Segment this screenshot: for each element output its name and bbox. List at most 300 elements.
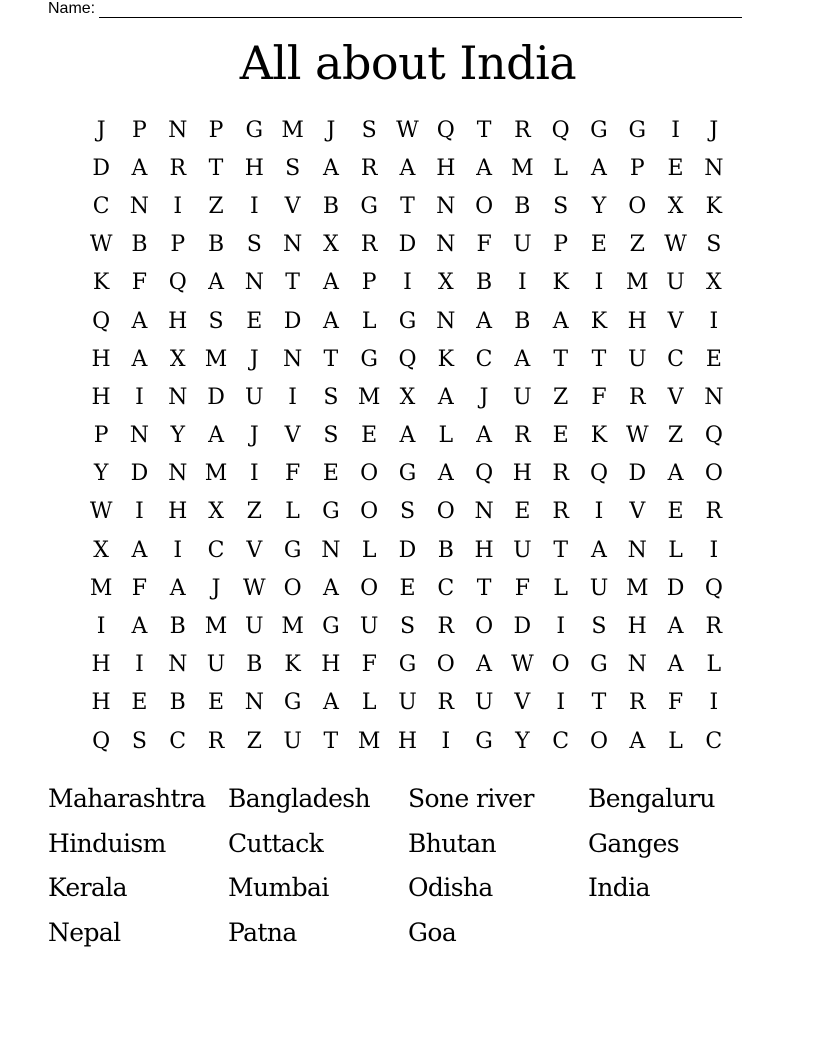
grid-letter: R (514, 117, 531, 143)
grid-letter: X (93, 537, 109, 563)
grid-letter: U (513, 537, 532, 563)
word-list-item: Goa (408, 917, 457, 947)
grid-letter: E (667, 155, 684, 181)
grid-letter: B (131, 232, 148, 258)
grid-letter: B (514, 308, 531, 334)
grid-letter: S (285, 155, 301, 181)
grid-letter: G (283, 690, 302, 716)
grid-letter: V (284, 423, 301, 449)
grid-letter: V (667, 384, 684, 410)
grid-letter: T (553, 346, 568, 372)
grid-letter: V (629, 499, 646, 525)
word-list-item: Hinduism (48, 828, 166, 858)
grid-letter: N (168, 652, 188, 678)
grid-letter: G (322, 499, 340, 525)
grid-letter: I (594, 499, 604, 525)
grid-letter: Z (629, 232, 645, 258)
grid-letter: J (326, 117, 336, 143)
grid-letter: S (361, 117, 377, 143)
grid-letter: M (625, 575, 649, 601)
grid-letter: C (207, 537, 225, 563)
grid-letter: Q (704, 423, 723, 449)
grid-letter: U (245, 384, 264, 410)
grid-letter: E (667, 499, 684, 525)
grid-letter: M (281, 614, 304, 640)
grid-letter: Z (246, 728, 262, 754)
grid-letter: H (168, 499, 188, 525)
grid-letter: I (135, 499, 144, 525)
grid-letter: A (591, 537, 607, 563)
grid-letter: T (323, 346, 339, 372)
grid-letter: N (627, 537, 647, 563)
grid-letter: H (91, 690, 111, 716)
grid-letter: K (705, 193, 723, 219)
grid-letter: H (168, 308, 188, 334)
grid-letter: R (360, 155, 378, 181)
word-list-item: Kerala (48, 873, 127, 903)
grid-letter: H (512, 461, 532, 487)
grid-letter: U (666, 270, 685, 296)
grid-letter: E (590, 232, 607, 258)
grid-letter: A (208, 270, 224, 296)
grid-letter: E (514, 499, 531, 525)
grid-letter: J (211, 575, 221, 601)
grid-letter: I (96, 614, 106, 640)
word-list-item: Bhutan (408, 828, 497, 858)
grid-letter: G (590, 652, 608, 678)
grid-letter: N (321, 537, 341, 563)
grid-letter: Q (92, 728, 111, 754)
grid-letter: J (96, 117, 106, 143)
grid-letter: H (321, 652, 341, 678)
grid-letter: S (323, 384, 339, 410)
grid-letter: E (207, 690, 225, 716)
grid-letter: E (246, 308, 263, 334)
grid-letter: C (667, 346, 684, 372)
grid-letter: I (135, 384, 144, 410)
grid-letter: R (552, 499, 569, 525)
word-list-item: India (588, 873, 650, 903)
grid-letter: N (436, 308, 456, 334)
grid-letter: L (668, 728, 683, 754)
grid-letter: R (705, 499, 723, 525)
grid-letter: V (246, 537, 263, 563)
grid-letter: I (709, 537, 719, 563)
grid-letter: H (91, 346, 111, 372)
grid-letter: F (591, 384, 607, 410)
grid-letter: O (436, 652, 455, 678)
grid-letter: A (476, 155, 493, 181)
grid-letter: N (282, 346, 303, 372)
grid-letter: W (511, 652, 534, 678)
grid-letter: G (322, 614, 340, 640)
grid-letter: B (476, 270, 493, 296)
grid-letter: D (130, 461, 149, 487)
grid-letter: O (589, 728, 608, 754)
grid-letter: I (249, 193, 259, 219)
grid-letter: N (436, 232, 456, 258)
grid-letter: P (208, 117, 224, 143)
grid-letter: F (131, 270, 148, 296)
grid-letter: W (243, 575, 266, 601)
word-list-item: Cuttack (228, 828, 324, 858)
word-list-item: Mumbai (228, 873, 329, 903)
grid-letter: L (361, 690, 377, 716)
grid-letter: G (360, 193, 378, 219)
grid-letter: N (168, 117, 188, 143)
grid-letter: E (399, 575, 416, 601)
grid-letter: N (436, 193, 456, 219)
grid-letter: C (475, 346, 493, 372)
grid-letter: Y (170, 423, 185, 449)
grid-letter: I (709, 690, 719, 716)
grid-letter: J (249, 423, 259, 449)
grid-letter: H (91, 652, 111, 678)
grid-letter: M (204, 461, 228, 487)
grid-letter: M (89, 575, 113, 601)
grid-letter: G (628, 117, 647, 143)
grid-letter: R (552, 461, 569, 487)
grid-letter: G (398, 461, 417, 487)
grid-letter: W (664, 232, 687, 258)
grid-letter: A (322, 308, 339, 334)
grid-letter: U (206, 652, 226, 678)
grid-letter: V (667, 308, 684, 334)
grid-letter: C (169, 728, 187, 754)
grid-letter: A (169, 575, 186, 601)
grid-letter: Z (246, 499, 262, 525)
grid-letter: D (666, 575, 685, 601)
grid-letter: A (208, 423, 224, 449)
grid-letter: U (359, 614, 379, 640)
word-list-item: Ganges (588, 828, 680, 858)
grid-letter: F (667, 690, 684, 716)
grid-letter: A (322, 690, 339, 716)
grid-letter: T (285, 270, 300, 296)
grid-letter: I (594, 270, 604, 296)
grid-letter: I (671, 117, 680, 143)
grid-letter: V (514, 690, 531, 716)
word-list-item: Sone river (408, 783, 534, 813)
grid-letter: A (131, 614, 148, 640)
grid-letter: S (591, 614, 607, 640)
grid-letter: Z (553, 384, 569, 410)
grid-letter: N (244, 690, 264, 716)
word-list-item: Nepal (48, 917, 121, 947)
name-underline (99, 2, 742, 18)
grid-letter: R (628, 690, 646, 716)
grid-letter: M (281, 117, 304, 143)
grid-letter: U (245, 614, 264, 640)
grid-letter: A (667, 652, 684, 678)
grid-letter: A (476, 423, 493, 449)
grid-letter: R (360, 232, 378, 258)
word-list-item: Odisha (408, 873, 493, 903)
grid-letter: O (551, 652, 570, 678)
grid-letter: O (704, 461, 723, 487)
grid-letter: A (131, 308, 148, 334)
grid-letter: K (92, 270, 110, 296)
grid-letter: A (437, 461, 454, 487)
grid-letter: I (556, 614, 566, 640)
grid-letter: I (173, 193, 183, 219)
grid-letter: L (668, 537, 683, 563)
grid-letter: P (93, 423, 109, 449)
grid-letter: U (474, 690, 494, 716)
grid-letter: F (361, 652, 377, 678)
grid-letter: E (361, 423, 378, 449)
grid-letter: F (284, 461, 301, 487)
grid-letter: H (244, 155, 264, 181)
grid-letter: N (704, 155, 724, 181)
grid-letter: W (396, 117, 419, 143)
grid-letter: R (437, 614, 455, 640)
grid-letter: T (591, 690, 607, 716)
grid-letter: K (437, 346, 454, 372)
grid-letter: H (474, 537, 494, 563)
grid-letter: X (169, 346, 186, 372)
word-list-item: Bengaluru (588, 783, 715, 813)
grid-letter: A (629, 728, 646, 754)
grid-letter: O (360, 499, 379, 525)
grid-letter: I (173, 537, 183, 563)
name-label: Name: (48, 0, 96, 17)
grid-letter: F (131, 575, 148, 601)
grid-letter: A (591, 155, 607, 181)
grid-letter: M (204, 614, 228, 640)
grid-letter: R (705, 614, 723, 640)
grid-letter: M (357, 384, 381, 410)
grid-letter: M (625, 270, 649, 296)
grid-letter: Q (168, 270, 187, 296)
grid-letter: R (628, 384, 646, 410)
grid-letter: U (283, 728, 302, 754)
grid-letter: H (397, 728, 418, 754)
grid-letter: A (476, 652, 493, 678)
word-list-item: Patna (228, 917, 297, 947)
grid-letter: E (322, 461, 339, 487)
grid-letter: B (207, 232, 225, 258)
grid-letter: D (398, 537, 417, 563)
grid-letter: J (709, 117, 719, 143)
grid-letter: G (590, 117, 608, 143)
grid-letter: T (476, 575, 492, 601)
grid-letter: A (131, 346, 148, 372)
grid-letter: E (705, 346, 722, 372)
grid-letter: Y (93, 461, 109, 487)
grid-letter: M (204, 346, 228, 372)
grid-letter: W (625, 423, 649, 449)
grid-letter: Q (589, 461, 608, 487)
grid-letter: T (591, 346, 607, 372)
grid-letter: H (91, 384, 111, 410)
grid-letter: U (513, 384, 532, 410)
grid-letter: F (476, 232, 492, 258)
grid-letter: Q (436, 117, 455, 143)
grid-letter: A (667, 614, 684, 640)
grid-letter: S (553, 193, 569, 219)
grid-letter: A (322, 155, 339, 181)
grid-letter: L (553, 155, 568, 181)
grid-letter: N (474, 499, 494, 525)
grid-letter: F (514, 575, 530, 601)
grid-letter: Y (591, 193, 607, 219)
grid-letter: I (709, 308, 719, 334)
grid-letter: S (399, 499, 416, 525)
grid-letter: Y (515, 728, 530, 754)
grid-letter: G (475, 728, 493, 754)
grid-letter: B (169, 614, 186, 640)
grid-letter: Z (667, 423, 684, 449)
grid-letter: Z (208, 193, 224, 219)
grid-letter: K (590, 308, 608, 334)
grid-letter: I (441, 728, 451, 754)
grid-letter: W (89, 232, 113, 258)
grid-letter: L (706, 652, 722, 678)
grid-letter: D (513, 614, 532, 640)
grid-letter: C (705, 728, 723, 754)
grid-letter: W (89, 499, 113, 525)
grid-letter: J (479, 384, 489, 410)
grid-letter: A (437, 384, 454, 410)
grid-letter: L (285, 499, 300, 525)
grid-letter: L (361, 537, 377, 563)
grid-letter: C (437, 575, 455, 601)
grid-letter: A (131, 155, 148, 181)
word-list-item: Bangladesh (228, 783, 371, 813)
grid-letter: O (436, 499, 455, 525)
grid-letter: O (283, 575, 302, 601)
grid-letter: X (667, 193, 684, 219)
grid-letter: K (284, 652, 301, 678)
grid-letter: O (475, 614, 494, 640)
grid-letter: A (514, 346, 531, 372)
grid-letter: G (398, 652, 417, 678)
grid-letter: S (208, 308, 224, 334)
grid-letter: T (323, 728, 339, 754)
grid-letter: T (400, 193, 415, 219)
grid-letter: D (628, 461, 647, 487)
grid-letter: S (399, 614, 416, 640)
grid-letter: X (706, 270, 722, 296)
grid-letter: M (357, 728, 381, 754)
grid-letter: Q (475, 461, 494, 487)
grid-letter: H (627, 614, 647, 640)
grid-letter: P (361, 270, 377, 296)
grid-letter: A (131, 537, 148, 563)
grid-letter: A (667, 461, 684, 487)
grid-letter: A (322, 575, 339, 601)
grid-letter: X (399, 384, 416, 410)
grid-letter: A (399, 423, 416, 449)
grid-letter: D (92, 155, 110, 181)
grid-letter: X (437, 270, 454, 296)
grid-letter: L (553, 575, 568, 601)
grid-letter: U (513, 232, 532, 258)
grid-letter: L (361, 308, 377, 334)
grid-letter: I (518, 270, 527, 296)
grid-letter: D (283, 308, 302, 334)
grid-letter: N (168, 384, 188, 410)
grid-letter: D (398, 232, 417, 258)
grid-letter: T (208, 155, 224, 181)
grid-letter: O (628, 193, 647, 219)
grid-letter: S (246, 232, 262, 258)
grid-letter: B (514, 193, 531, 219)
grid-letter: R (169, 155, 187, 181)
grid-letter: O (475, 193, 494, 219)
grid-letter: E (552, 423, 569, 449)
word-list-item: Maharashtra (48, 783, 206, 813)
grid-letter: P (553, 232, 569, 258)
grid-letter: C (552, 728, 570, 754)
grid-letter: I (288, 384, 297, 410)
grid-letter: P (132, 117, 147, 143)
grid-letter: K (590, 423, 608, 449)
grid-letter: H (627, 308, 647, 334)
grid-letter: Q (92, 308, 111, 334)
grid-letter: D (207, 384, 225, 410)
grid-letter: A (322, 270, 339, 296)
grid-letter: X (323, 232, 339, 258)
grid-letter: U (398, 690, 417, 716)
grid-letter: K (552, 270, 569, 296)
grid-letter: I (249, 461, 259, 487)
grid-letter: U (627, 346, 647, 372)
grid-letter: U (589, 575, 609, 601)
grid-letter: N (627, 652, 647, 678)
grid-letter: G (245, 117, 264, 143)
grid-letter: Q (704, 575, 723, 601)
grid-letter: I (403, 270, 412, 296)
grid-letter: S (706, 232, 722, 258)
word-search-grid (82, 111, 733, 760)
grid-letter: B (322, 193, 339, 219)
grid-letter: S (131, 728, 147, 754)
grid-letter: V (284, 193, 301, 219)
grid-letter: S (323, 423, 339, 449)
grid-letter: R (207, 728, 225, 754)
grid-letter: G (360, 346, 378, 372)
grid-letter: B (437, 537, 454, 563)
grid-letter: Q (551, 117, 570, 143)
grid-letter: N (129, 423, 150, 449)
grid-letter: J (249, 346, 259, 372)
grid-letter: Q (398, 346, 417, 372)
grid-letter: C (92, 193, 110, 219)
grid-letter: O (360, 461, 379, 487)
grid-letter: N (704, 384, 724, 410)
grid-letter: B (246, 652, 263, 678)
grid-letter: H (436, 155, 456, 181)
grid-letter: G (398, 308, 417, 334)
grid-letter: M (511, 155, 534, 181)
grid-letter: A (399, 155, 416, 181)
grid-letter: R (514, 423, 531, 449)
grid-letter: R (437, 690, 455, 716)
grid-letter: A (552, 308, 569, 334)
name-field (48, 0, 742, 18)
grid-letter: X (208, 499, 224, 525)
grid-letter: P (170, 232, 186, 258)
grid-letter: T (476, 117, 492, 143)
page-title: All about India (239, 36, 577, 90)
grid-letter: L (438, 423, 454, 449)
grid-letter: N (244, 270, 264, 296)
grid-letter: T (553, 537, 568, 563)
grid-letter: G (283, 537, 302, 563)
grid-letter: N (129, 193, 150, 219)
